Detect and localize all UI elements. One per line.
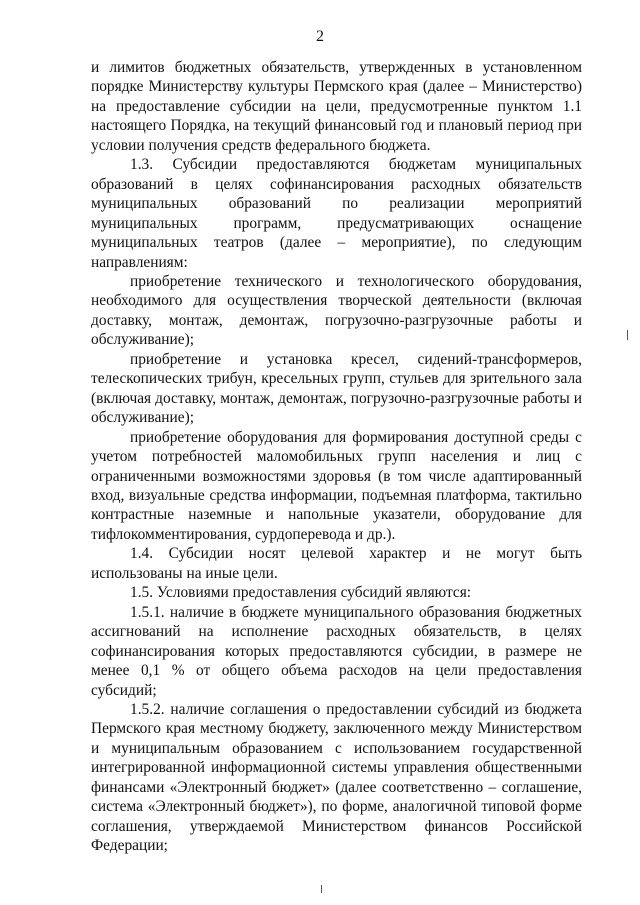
document-body (91, 58, 582, 856)
paragraph-1-3: 1.3. Субсидии предоставляются бюджетам муниципальных образований в целях софинансирования расходных обязательств муниципальных образований по реализации мероприятий муниципальных программ, предусматривающих оснащение муниципальных театров (далее – мероприятие), по следующим направлениям: (91, 156, 582, 271)
paragraph-1-5-1: 1.5.1. наличие в бюджете муниципального образования бюджетных ассигнований на исполнение расходных обязательств, в целях софинансирования которых предоставляются субсидии, в размере не менее 0,1 % от общего объема расходов на цели предоставления субсидий; (91, 603, 582, 699)
paragraph-1-5: 1.5. Условиями предоставления субсидий являются: (130, 584, 472, 602)
paragraph-budget-limits: и лимитов бюджетных обязательств, утвержденных в установленном порядке Министерству культуры Пермского края (далее – Министерство) на предоставление субсидии на цели, предусмотренные пунктом 1.1 настоящего Порядка, на текущий финансовый год и плановый период при условии получения средств федерального бюджета. (91, 59, 582, 154)
scan-artifact-right (627, 330, 628, 340)
paragraph-direction-seating: приобретение и установка кресел, сидений-трансформеров, телескопических трибун, кресельных групп, стульев для зрительного зала (включая доставку, монтаж, демонтаж, погрузочно-разгрузочные работы и обслуживание); (91, 350, 582, 427)
paragraph-direction-technical-equipment: приобретение технического и технологического оборудования, необходимого для осуществления творческой деятельности (включая доставку, монтаж, демонтаж, погрузочно-разгрузочные работы и обслуживание); (91, 272, 582, 349)
page-number: 2 (316, 28, 324, 45)
paragraph-1-4: 1.4. Субсидии носят целевой характер и не могут быть использованы на иные цели. (91, 545, 582, 582)
scan-artifact-bottom (321, 885, 322, 893)
paragraph-1-5-2: 1.5.2. наличие соглашения о предоставлении субсидий из бюджета Пермского края местному бюджету, заключенного между Министерством и муниципальным образованием с использованием государственной интегрированной информационной системы управления общественными финансами «Электронный бюджет» (далее соответственно – соглашение, система «Электронный бюджет»), по форме, аналогичной типовой форме соглашения, утверждаемой Министерством финансов Российской Федерации; (91, 700, 582, 855)
paragraph-direction-accessibility: приобретение оборудования для формирования доступной среды с учетом потребностей маломобильных групп населения и лиц с ограниченными возможностями здоровья (в том числе адаптированный вход, визуальные средства информации, подъемная платформа, тактильно контрастные наземные и напольные указатели, оборудование для тифлокомментирования, сурдоперевода и др.). (91, 428, 582, 543)
